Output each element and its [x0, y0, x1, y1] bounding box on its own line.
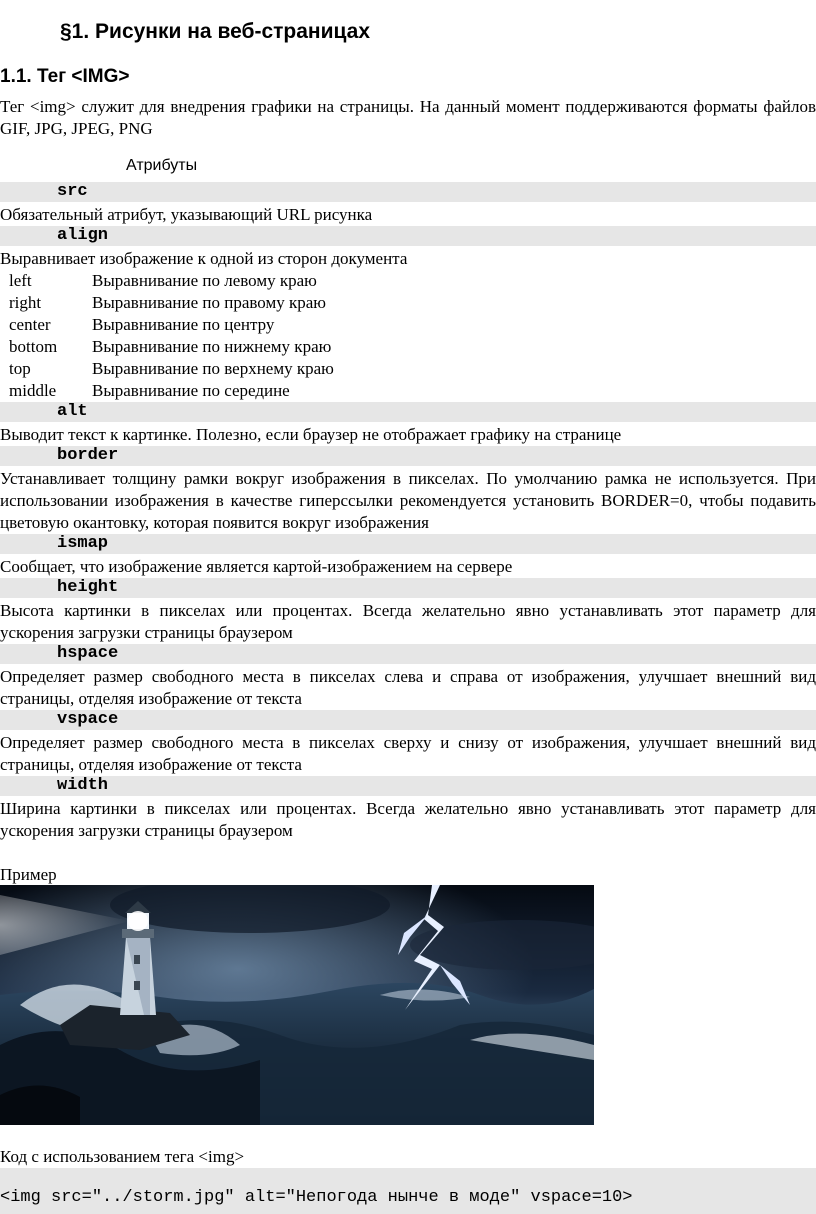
- align-option-value: top: [9, 359, 31, 378]
- attribute-description: Ширина картинки в пикселах или процентах. Всегда желательно явно устанавливать этот параметр для ускорения загрузки страницы браузером: [0, 799, 816, 840]
- code-block: [0, 1168, 816, 1214]
- lighthouse-storm-photo: [0, 885, 594, 1125]
- attribute-bar-alt: [0, 402, 816, 422]
- attribute-description: Определяет размер свободного места в пикселах слева и справа от изображения, улучшает внешний вид страницы, отделяя изображение от текста: [0, 667, 816, 708]
- attribute-name: src: [57, 182, 88, 201]
- attribute-description: Обязательный атрибут, указывающий URL рисунка: [0, 205, 373, 224]
- attribute-bar-hspace: [0, 644, 816, 664]
- code-label: Код с использованием тега <img>: [0, 1147, 245, 1166]
- attribute-bar-align: [0, 226, 816, 246]
- attribute-bar-ismap: [0, 534, 816, 554]
- attribute-description: Выводит текст к картинке. Полезно, если браузер не отображает графику на странице: [0, 425, 622, 444]
- attributes-caption: Атрибуты: [126, 157, 198, 174]
- attribute-bar-height: [0, 578, 816, 598]
- example-label: Пример: [0, 865, 57, 884]
- attribute-bar-src: [0, 182, 816, 202]
- attribute-bar-vspace: [0, 710, 816, 730]
- align-option-description: Выравнивание по левому краю: [92, 271, 317, 290]
- attribute-name: hspace: [57, 644, 119, 663]
- attribute-name: border: [57, 446, 119, 465]
- align-option-value: center: [9, 315, 51, 334]
- page-title: §1. Рисунки на веб-страницах: [60, 20, 371, 43]
- attribute-description: Сообщает, что изображение является картой-изображением на сервере: [0, 557, 513, 576]
- align-option-value: right: [9, 293, 42, 312]
- attribute-name: ismap: [57, 534, 109, 553]
- align-option-description: Выравнивание по верхнему краю: [92, 359, 334, 378]
- attribute-name: width: [57, 776, 109, 795]
- intro-paragraph: Тег <img> служит для внедрения графики на страницы. На данный момент поддерживаются форматы файлов GIF, JPG, JPEG, PNG: [0, 97, 816, 138]
- attribute-bar-width: [0, 776, 816, 796]
- code-line: <img src="../storm.jpg" alt="Непогода нынче в моде" vspace=10>: [0, 1188, 633, 1207]
- attribute-description: Определяет размер свободного места в пикселах сверху и снизу от изображения, улучшает внешний вид страницы, отделяя изображение от текста: [0, 733, 816, 774]
- attribute-bar-border: [0, 446, 816, 466]
- attribute-description: Выравнивает изображение к одной из сторон документа: [0, 249, 408, 268]
- attribute-description: Высота картинки в пикселах или процентах. Всегда желательно явно устанавливать этот параметр для ускорения загрузки страницы браузером: [0, 601, 816, 642]
- align-option-description: Выравнивание по середине: [92, 381, 290, 400]
- align-option-value: left: [9, 271, 32, 290]
- align-option-value: middle: [9, 381, 57, 400]
- align-option-description: Выравнивание по нижнему краю: [92, 337, 332, 356]
- attribute-name: height: [57, 578, 119, 597]
- attribute-name: vspace: [57, 710, 119, 729]
- align-option-value: bottom: [9, 337, 58, 356]
- align-option-description: Выравнивание по центру: [92, 315, 275, 334]
- section-title: 1.1. Тег <IMG>: [0, 66, 130, 87]
- attribute-description: Устанавливает толщину рамки вокруг изображения в пикселах. По умолчанию рамка не используется. При использовании изображения в качестве гиперссылки рекомендуется установить BORDER=0, чтобы подавить цветовую окантовку, которая появится вокруг изображения: [0, 469, 816, 532]
- align-option-description: Выравнивание по правому краю: [92, 293, 326, 312]
- attribute-name: align: [57, 226, 109, 245]
- attribute-name: alt: [57, 402, 88, 421]
